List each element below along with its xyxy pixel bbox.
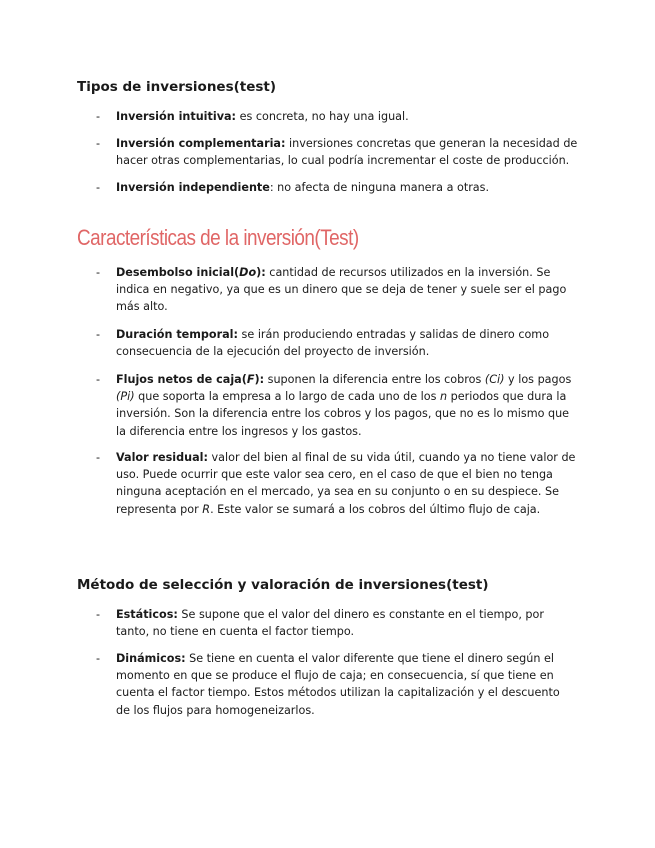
- definition-continued: uso. Puede ocurrir que este valor sea cero, en el caso de que el bien no tenga: [116, 468, 553, 482]
- definition: Se tiene en cuenta el valor diferente que tiene el dinero según el: [185, 652, 555, 665]
- list-item-complementaria: [96, 135, 586, 169]
- list-item-independiente: [96, 179, 586, 196]
- term: Inversión independiente: [116, 181, 270, 194]
- bullet-dash: -: [96, 373, 101, 386]
- list-item-valor-residual: - Valor residual: valor del bien al final de su vida útil, cuando ya no tiene valor de uso. Puede ocurrir que este valor sea cero, en el caso de que el bien no tenga ninguna aceptación en el mercado, ya sea en su conjunto o en su despiece. Se representa por R. Este valor se sumará a los cobros del último flujo de caja.: [96, 449, 586, 518]
- list-item-estaticos: [96, 606, 586, 640]
- definition: se irán produciendo entradas y salidas de dinero como: [238, 328, 550, 341]
- definition-continued: consecuencia de la ejecución del proyecto de inversión.: [116, 345, 430, 359]
- bullet-dash: -: [96, 328, 101, 341]
- definition: cantidad de recursos utilizados en la inversión. Se: [265, 266, 551, 279]
- definition-continued: inversión. Son la diferencia entre los cobros y los pagos, que no es lo mismo que: [116, 407, 570, 421]
- definition-continued: cuenta el factor tiempo. Estos métodos utilizan la capitalización y el descuento: [116, 686, 560, 700]
- definition-continued: indica en negativo, ya que es un dinero que se deja de tener y suele ser el pago: [116, 283, 567, 297]
- bullet-dash: -: [96, 652, 101, 665]
- heading-metodo-seleccion: Método de selección y valoración de inversiones(test): [77, 577, 489, 593]
- definition-continued: tanto, no tiene en cuenta el factor tiempo.: [116, 625, 355, 639]
- definition-continued: hacer otras complementarias, lo cual podría incrementar el coste de producción.: [116, 154, 570, 168]
- term: Inversión intuitiva:: [116, 110, 237, 123]
- definition: : no afecta de ninguna manera a otras.: [269, 181, 490, 194]
- term: Flujos netos de caja(F):: [116, 373, 265, 386]
- definition-continued: la diferencia entre los ingresos y los gastos.: [116, 424, 362, 438]
- term: Valor residual:: [116, 451, 208, 464]
- list-item-duracion: [96, 326, 586, 360]
- definition-continued: de los flujos para homogeneizarlos.: [116, 703, 315, 717]
- bullet-dash: -: [96, 266, 101, 279]
- term: Inversión complementaria:: [116, 137, 286, 150]
- term: Desembolso inicial(Do):: [116, 266, 266, 279]
- bullet-dash: -: [96, 608, 101, 621]
- list-item-intuitiva: [96, 108, 586, 125]
- definition-continued: ninguna aceptación en el mercado, ya sea en su conjunto o en su despiece. Se: [116, 485, 560, 499]
- definition: Se supone que el valor del dinero es constante en el tiempo, por: [177, 608, 544, 621]
- list-item-dinamicos: [96, 650, 586, 719]
- definition: valor del bien al final de su vida útil, cuando ya no tiene valor de: [207, 451, 576, 464]
- definition: es concreta, no hay una igual.: [236, 110, 409, 123]
- bullet-dash: -: [96, 110, 101, 123]
- heading-tipos-inversiones: Tipos de inversiones(test): [77, 79, 277, 95]
- term: Duración temporal:: [116, 328, 238, 341]
- definition-continued: más alto.: [116, 300, 168, 314]
- definition: inversiones concretas que generan la necesidad de: [285, 137, 578, 150]
- bullet-dash: -: [96, 451, 101, 464]
- bullet-dash: -: [96, 181, 101, 194]
- heading-caracteristicas: Características de la inversión(Test): [77, 225, 359, 250]
- bullet-dash: -: [96, 137, 101, 150]
- definition-continued: momento en que se produce el flujo de caja; en consecuencia, sí que tiene en: [116, 669, 554, 683]
- term: Dinámicos:: [116, 652, 186, 665]
- list-item-desembolso: [96, 264, 586, 316]
- term: Estáticos:: [116, 608, 178, 621]
- list-item-flujos: - Flujos netos de caja(F): suponen la diferencia entre los cobros (Ci) y los pagos (Pi) que soporta la empresa a lo largo de cada uno de los n periodos que dura la inversión. Son la diferencia entre los cobros y los pagos, que no es lo mismo que la diferencia entre los ingresos y los gastos.: [96, 371, 586, 440]
